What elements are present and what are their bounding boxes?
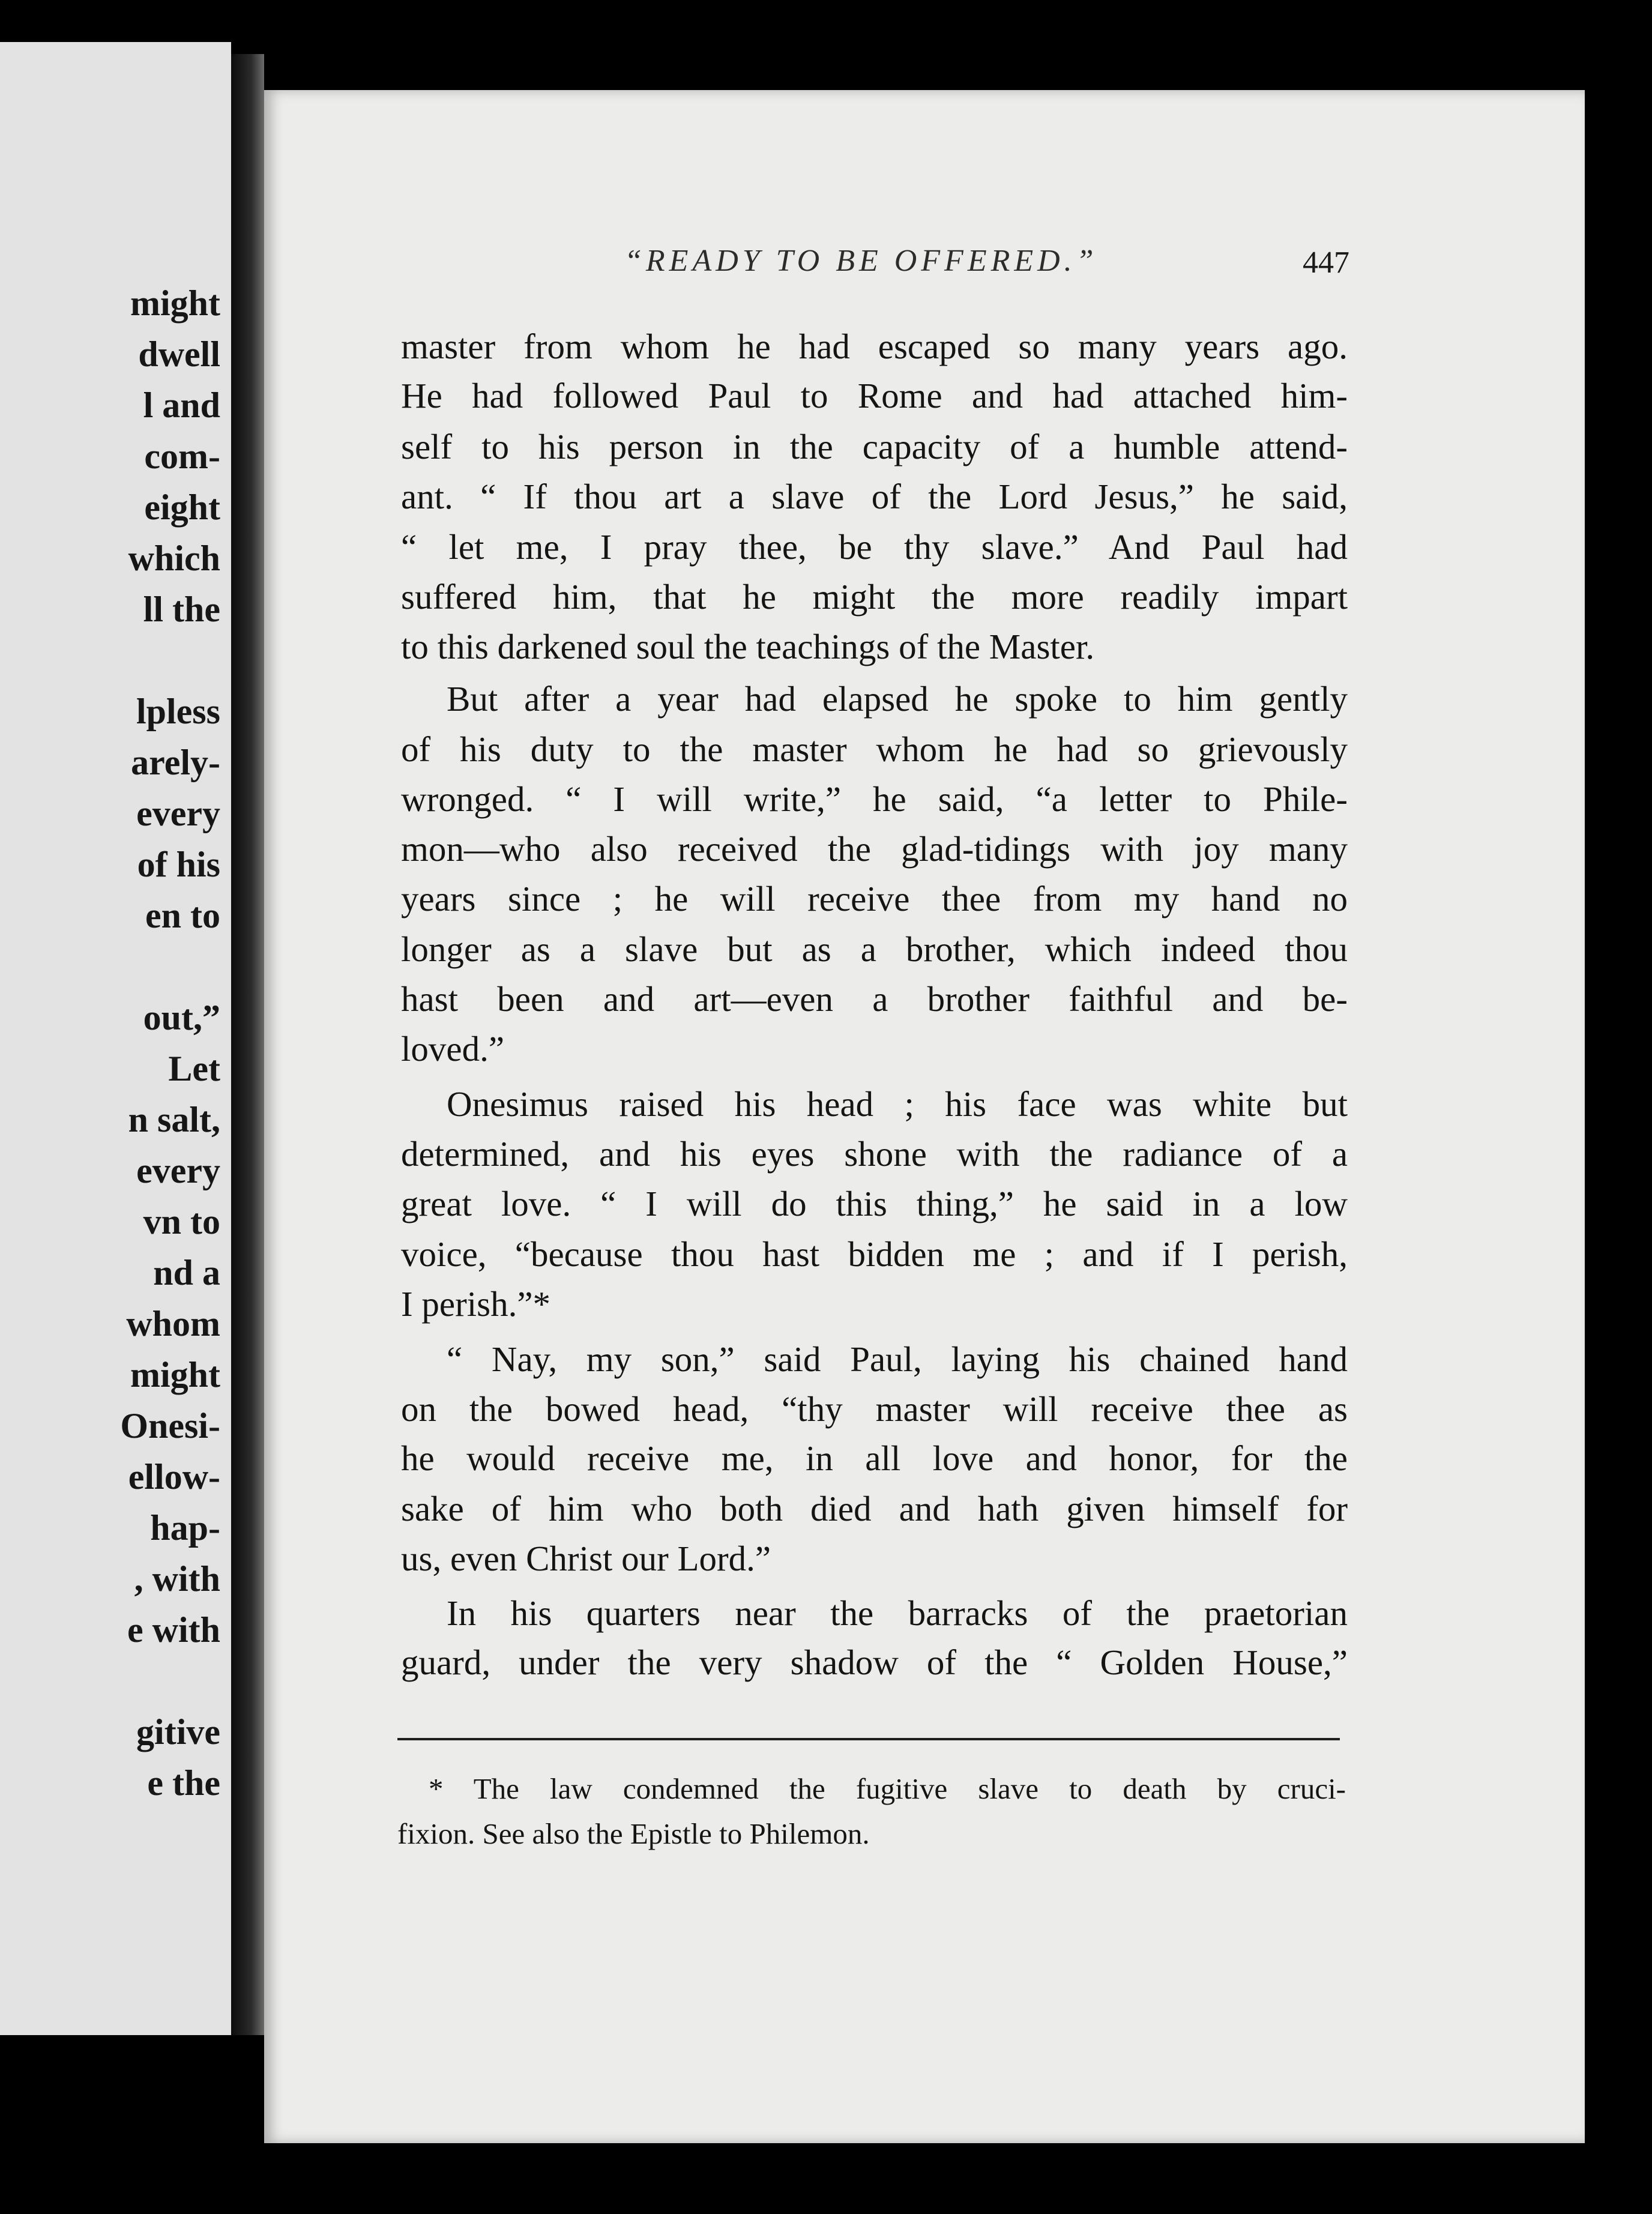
body-line: But after a year had elapsed he spoke to him gently <box>447 679 1348 719</box>
facing-page-line: might <box>130 283 220 323</box>
facing-page-line: out,” <box>143 998 220 1037</box>
body-line: ant. “ If thou art a slave of the Lord Jesus,” he said, <box>401 477 1348 516</box>
facing-page-line: e with <box>127 1610 220 1650</box>
body-line: “ Nay, my son,” said Paul, laying his chained hand <box>447 1339 1348 1379</box>
footnote-line: * The law condemned the fugitive slave to death by cruci- <box>429 1772 1346 1805</box>
body-line: In his quarters near the barracks of the praetorian <box>447 1593 1348 1633</box>
footnote-line: fixion. See also the Epistle to Philemon. <box>397 1817 870 1850</box>
body-line: us, even Christ our Lord.” <box>401 1539 771 1578</box>
body-line: years since ; he will receive thee from my hand no <box>401 879 1348 918</box>
facing-page-line: dwell <box>138 334 220 374</box>
book-gutter <box>231 54 264 2035</box>
body-line: sake of him who both died and hath given himself for <box>401 1489 1348 1528</box>
facing-page-line: ll the <box>143 590 220 629</box>
facing-page-line: com- <box>144 436 220 476</box>
facing-page-line: nd a <box>153 1253 220 1293</box>
facing-page-line: n salt, <box>128 1100 220 1139</box>
body-line: master from whom he had escaped so many years ago. <box>401 327 1348 366</box>
body-line: voice, “because thou hast bidden me ; and if I perish, <box>401 1234 1348 1274</box>
running-head: “READY TO BE OFFERED.” <box>624 244 1098 278</box>
facing-page-line: gitive <box>136 1712 220 1752</box>
facing-page-line: whom <box>126 1304 220 1344</box>
body-line: wronged. “ I will write,” he said, “a letter to Phile- <box>401 779 1348 819</box>
page-number: 447 <box>1303 246 1349 280</box>
facing-page-line: every <box>136 794 220 833</box>
body-line: to this darkened soul the teachings of the Master. <box>401 627 1095 666</box>
facing-page-line: hap- <box>150 1508 220 1548</box>
body-line: hast been and art—even a brother faithful and be- <box>401 979 1348 1019</box>
body-line: self to his person in the capacity of a humble attend- <box>401 427 1348 466</box>
facing-page-line: eight <box>144 487 220 527</box>
body-line: I perish.”* <box>401 1284 551 1324</box>
facing-page-line: , with <box>134 1559 220 1599</box>
body-line: he would receive me, in all love and honor, for the <box>401 1438 1348 1478</box>
body-line: on the bowed head, “thy master will receive thee as <box>401 1389 1348 1429</box>
facing-page-line: l and <box>143 385 220 425</box>
body-line: determined, and his eyes shone with the radiance of a <box>401 1134 1348 1174</box>
body-line: longer as a slave but as a brother, which indeed thou <box>401 929 1348 969</box>
facing-page-line: lpless <box>136 692 220 731</box>
body-line: He had followed Paul to Rome and had attached him- <box>401 376 1348 415</box>
facing-page-line: every <box>136 1151 220 1190</box>
facing-page-line: might <box>130 1355 220 1395</box>
facing-page-line: en to <box>145 896 220 935</box>
facing-page-line: e the <box>147 1763 220 1803</box>
facing-page-line: arely- <box>131 743 220 782</box>
body-line: of his duty to the master whom he had so grievously <box>401 729 1348 769</box>
facing-page-line: of his <box>137 845 220 884</box>
facing-page-line: Let <box>168 1049 220 1088</box>
facing-page-line: vn to <box>143 1202 220 1241</box>
body-line: Onesimus raised his head ; his face was white but <box>447 1084 1348 1124</box>
body-line: “ let me, I pray thee, be thy slave.” And Paul had <box>401 527 1348 567</box>
facing-page-line: which <box>128 538 220 578</box>
body-line: guard, under the very shadow of the “ Golden House,” <box>401 1642 1348 1682</box>
body-line: loved.” <box>401 1029 505 1069</box>
body-line: mon—who also received the glad-tidings with joy many <box>401 829 1348 869</box>
facing-page-fragment <box>0 42 231 2035</box>
facing-page-line: ellow- <box>128 1457 220 1497</box>
footnote-divider <box>397 1738 1340 1740</box>
facing-page-line: Onesi- <box>120 1406 220 1446</box>
body-line: suffered him, that he might the more readily impart <box>401 577 1348 617</box>
body-line: great love. “ I will do this thing,” he said in a low <box>401 1184 1348 1223</box>
